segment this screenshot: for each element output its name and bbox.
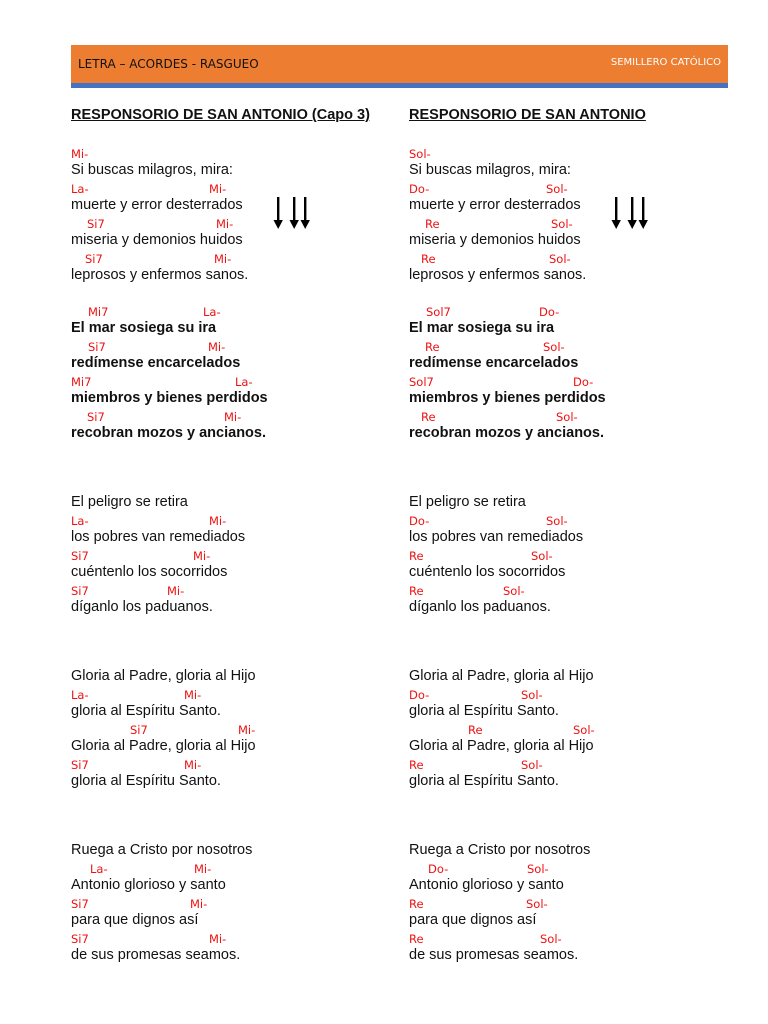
chord-row xyxy=(409,302,739,320)
chord-label: Si7 xyxy=(87,410,105,424)
chord-label: La- xyxy=(71,182,89,196)
lyric-line: díganlo los paduanos. xyxy=(409,599,551,615)
chord-label: Mi- xyxy=(167,584,185,598)
chord-row xyxy=(409,859,739,877)
chord-label: Mi- xyxy=(238,723,256,737)
lyric-line: redímense encarcelados xyxy=(71,355,241,371)
chord-label: Sol- xyxy=(521,758,543,772)
chord-row xyxy=(71,476,401,494)
chord-label: Sol- xyxy=(503,584,525,598)
header-title: LETRA – ACORDES - RASGUEO xyxy=(78,57,259,71)
chord-label: Mi- xyxy=(194,862,212,876)
chord-label: Mi- xyxy=(184,758,202,772)
chord-label: Sol- xyxy=(546,514,568,528)
chord-label: Sol- xyxy=(527,862,549,876)
chord-row xyxy=(409,824,739,842)
chord-row xyxy=(409,894,739,912)
chord-label: Sol7 xyxy=(409,375,434,389)
chord-label: Mi- xyxy=(184,688,202,702)
chord-row xyxy=(71,755,401,773)
lyric-line: Antonio glorioso y santo xyxy=(71,877,226,893)
lyric-line: miseria y demonios huidos xyxy=(71,232,243,248)
chord-label: Re xyxy=(409,932,424,946)
lyric-line: El peligro se retira xyxy=(71,494,188,510)
lyric-line: Gloria al Padre, gloria al Hijo xyxy=(71,738,256,754)
chord-label: Do- xyxy=(409,688,430,702)
chord-label: La- xyxy=(90,862,108,876)
chord-row xyxy=(409,650,739,668)
chord-row xyxy=(71,859,401,877)
lyric-line: Gloria al Padre, gloria al Hijo xyxy=(409,668,594,684)
chord-label: Sol- xyxy=(531,549,553,563)
lyric-line: Gloria al Padre, gloria al Hijo xyxy=(409,738,594,754)
strum-arrows-icon xyxy=(610,196,650,230)
chord-label: Re xyxy=(409,758,424,772)
chord-label: La- xyxy=(71,514,89,528)
chord-label: Si7 xyxy=(88,340,106,354)
chord-row xyxy=(409,179,739,197)
chord-label: Re xyxy=(425,217,440,231)
lyric-line: gloria al Espíritu Santo. xyxy=(409,703,559,719)
lyric-line: muerte y error desterrados xyxy=(71,197,243,213)
chord-row xyxy=(71,824,401,842)
lyric-line: cuéntenlo los socorridos xyxy=(71,564,228,580)
stanza xyxy=(409,476,739,616)
chord-label: Re xyxy=(468,723,483,737)
chord-label: Mi- xyxy=(190,897,208,911)
stanza xyxy=(71,476,401,616)
lyric-line: leprosos y enfermos sanos. xyxy=(71,267,249,283)
chord-label: Re xyxy=(409,584,424,598)
lyric-line: Si buscas milagros, mira: xyxy=(71,162,233,178)
chord-row xyxy=(409,476,739,494)
chord-label: Re xyxy=(421,252,436,266)
strum-arrows-icon xyxy=(272,196,312,230)
lyric-line: díganlo los paduanos. xyxy=(71,599,213,615)
lyric-line: El mar sosiega su ira xyxy=(71,320,217,336)
chord-row xyxy=(409,214,739,232)
chord-row xyxy=(71,546,401,564)
chord-label: Do- xyxy=(539,305,560,319)
chord-label: Mi- xyxy=(209,182,227,196)
chord-label: Mi- xyxy=(71,147,89,161)
chord-row xyxy=(71,302,401,320)
lyric-line: gloria al Espíritu Santo. xyxy=(71,703,221,719)
chord-label: Mi- xyxy=(224,410,242,424)
chord-label: Si7 xyxy=(130,723,148,737)
stanza xyxy=(71,650,401,790)
lyric-line: redímense encarcelados xyxy=(409,355,579,371)
chord-row xyxy=(71,214,401,232)
chord-label: Mi- xyxy=(216,217,234,231)
lyric-line: para que dignos así xyxy=(409,912,537,928)
chord-row xyxy=(409,720,739,738)
lyric-line: cuéntenlo los socorridos xyxy=(409,564,566,580)
chord-label: La- xyxy=(203,305,221,319)
lyric-line: El peligro se retira xyxy=(409,494,526,510)
chord-row xyxy=(409,685,739,703)
chord-row xyxy=(409,581,739,599)
chord-row xyxy=(71,144,401,162)
lyric-line: Antonio glorioso y santo xyxy=(409,877,564,893)
chord-label: Si7 xyxy=(71,932,89,946)
chord-label: Si7 xyxy=(71,758,89,772)
chord-label: Si7 xyxy=(71,549,89,563)
chord-label: Sol- xyxy=(543,340,565,354)
chord-row xyxy=(71,337,401,355)
header-bar xyxy=(71,45,728,83)
chord-label: Sol- xyxy=(521,688,543,702)
stanza-list xyxy=(71,144,401,964)
stanza xyxy=(409,144,739,284)
chord-label: Do- xyxy=(428,862,449,876)
stanza xyxy=(409,650,739,790)
chord-label: Re xyxy=(421,410,436,424)
chord-label: Sol7 xyxy=(426,305,451,319)
chord-row xyxy=(71,685,401,703)
chord-row xyxy=(409,755,739,773)
chord-label: Re xyxy=(409,897,424,911)
chord-label: Si7 xyxy=(85,252,103,266)
song-column-capo xyxy=(71,105,401,964)
stanza xyxy=(71,144,401,284)
lyric-line: Ruega a Cristo por nosotros xyxy=(71,842,253,858)
chord-row xyxy=(409,407,739,425)
chord-row xyxy=(409,337,739,355)
chord-label: Mi7 xyxy=(71,375,92,389)
chord-label: Do- xyxy=(409,514,430,528)
stanza xyxy=(409,302,739,442)
lyric-line: miseria y demonios huidos xyxy=(409,232,581,248)
chord-label: Re xyxy=(425,340,440,354)
chord-label: Do- xyxy=(409,182,430,196)
chord-label: Mi- xyxy=(214,252,232,266)
lyric-line: los pobres van remediados xyxy=(71,529,246,545)
chord-row xyxy=(409,929,739,947)
chord-label: Do- xyxy=(573,375,594,389)
chord-row xyxy=(71,581,401,599)
chord-label: Sol- xyxy=(549,252,571,266)
chord-row xyxy=(409,546,739,564)
chord-label: Sol- xyxy=(526,897,548,911)
chord-label: Mi- xyxy=(193,549,211,563)
lyric-line: recobran mozos y ancianos. xyxy=(71,425,267,441)
lyric-line: muerte y error desterrados xyxy=(409,197,581,213)
chord-row xyxy=(71,372,401,390)
chord-label: Mi- xyxy=(209,932,227,946)
chord-label: Sol- xyxy=(556,410,578,424)
chord-label: Mi- xyxy=(208,340,226,354)
song-title: RESPONSORIO DE SAN ANTONIO xyxy=(409,107,646,123)
lyric-line: recobran mozos y ancianos. xyxy=(409,425,605,441)
stanza-list xyxy=(409,144,739,964)
chord-label: La- xyxy=(235,375,253,389)
chord-label: Si7 xyxy=(71,897,89,911)
stanza xyxy=(71,824,401,964)
chord-row xyxy=(409,249,739,267)
lyric-line: Si buscas milagros, mira: xyxy=(409,162,571,178)
header-divider xyxy=(71,83,728,88)
chord-row xyxy=(409,144,739,162)
chord-label: Si7 xyxy=(71,584,89,598)
chord-row xyxy=(71,929,401,947)
lyric-line: los pobres van remediados xyxy=(409,529,584,545)
stanza xyxy=(409,824,739,964)
lyric-line: miembros y bienes perdidos xyxy=(409,390,606,406)
chord-row xyxy=(71,249,401,267)
lyric-line: El mar sosiega su ira xyxy=(409,320,555,336)
lyric-line: Gloria al Padre, gloria al Hijo xyxy=(71,668,256,684)
song-column-original xyxy=(409,105,739,964)
chord-label: Mi7 xyxy=(88,305,109,319)
chord-row xyxy=(71,894,401,912)
chord-row xyxy=(71,179,401,197)
lyric-line: para que dignos así xyxy=(71,912,199,928)
chord-label: Sol- xyxy=(409,147,431,161)
chord-row xyxy=(71,407,401,425)
lyric-line: gloria al Espíritu Santo. xyxy=(409,773,559,789)
chord-label: Si7 xyxy=(87,217,105,231)
chord-label: Sol- xyxy=(540,932,562,946)
chord-label: Mi- xyxy=(209,514,227,528)
header-brand: SEMILLERO CATÓLICO xyxy=(610,57,721,68)
lyric-line: de sus promesas seamos. xyxy=(409,947,579,963)
stanza xyxy=(71,302,401,442)
chord-label: Sol- xyxy=(546,182,568,196)
lyric-line: de sus promesas seamos. xyxy=(71,947,241,963)
chord-row xyxy=(409,372,739,390)
lyric-line: gloria al Espíritu Santo. xyxy=(71,773,221,789)
chord-label: La- xyxy=(71,688,89,702)
song-title: RESPONSORIO DE SAN ANTONIO (Capo 3) xyxy=(71,107,370,123)
chord-row xyxy=(71,511,401,529)
chord-row xyxy=(409,511,739,529)
lyric-line: miembros y bienes perdidos xyxy=(71,390,268,406)
lyric-line: leprosos y enfermos sanos. xyxy=(409,267,587,283)
chord-label: Sol- xyxy=(551,217,573,231)
chord-label: Re xyxy=(409,549,424,563)
chord-label: Sol- xyxy=(573,723,595,737)
lyric-line: Ruega a Cristo por nosotros xyxy=(409,842,591,858)
chord-row xyxy=(71,720,401,738)
chord-row xyxy=(71,650,401,668)
